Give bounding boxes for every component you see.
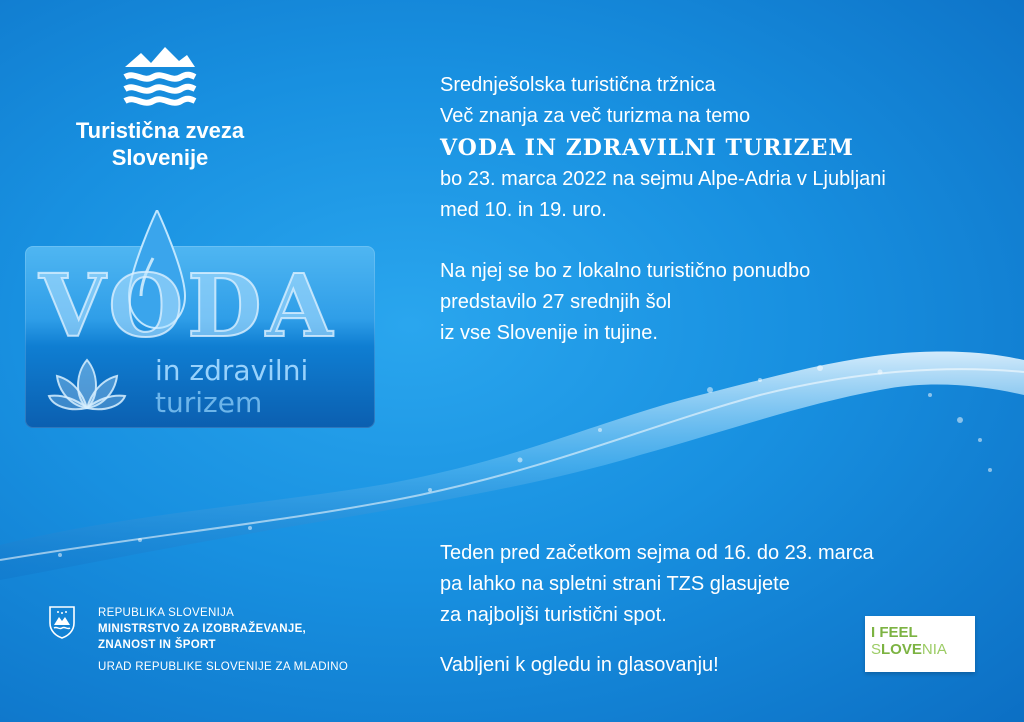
intro-line4: med 10. in 19. uro. — [440, 199, 607, 221]
logo-name-line2: Slovenije — [111, 145, 209, 170]
ministry-line2: MINISTRSTVO ZA IZOBRAŽEVANJE, — [98, 623, 307, 635]
intro-line2: Več znanja za več turizma na temo — [440, 105, 751, 127]
ifeel-love: LOVE — [881, 641, 922, 658]
vote-line1: Teden pred začetkom sejma od 16. do 23. marca — [440, 542, 874, 564]
badge-word: VODA — [39, 256, 337, 357]
ministry-line3: ZNANOST IN ŠPORT — [98, 639, 216, 651]
slovenia-coat-of-arms-icon — [48, 605, 76, 639]
i-feel-slovenia-logo — [865, 616, 975, 672]
schools-line2: predstavilo 27 srednjih šol — [440, 291, 672, 313]
schools-line1: Na njej se bo z lokalno turistično ponudbo — [440, 260, 811, 282]
tzs-logo — [60, 45, 260, 171]
ifeel-line1: I FEEL — [871, 624, 918, 641]
ifeel-s: S — [871, 641, 882, 658]
badge-sub-line1: in zdravilni — [155, 354, 309, 387]
lotus-icon — [47, 354, 127, 414]
invite-text: Vabljeni k ogledu in glasovanju! — [440, 654, 719, 676]
intro-line3: bo 23. marca 2022 na sejmu Alpe-Adria v Ljubljani — [440, 168, 886, 190]
logo-name-line1: Turistična zveza — [75, 118, 245, 143]
mountains-waves-logo — [121, 45, 199, 107]
ministry-footer — [48, 605, 349, 673]
vote-line2: pa lahko na spletni strani TZS glasujete — [440, 573, 790, 595]
ministry-line1: REPUBLIKA SLOVENIJA — [98, 607, 235, 619]
schools-block — [440, 256, 1000, 349]
ifeel-nia: NIA — [921, 641, 947, 658]
voda-badge — [25, 246, 375, 428]
intro-block — [440, 70, 1010, 226]
ministry-line4: URAD REPUBLIKE SLOVENIJE ZA MLADINO — [98, 661, 349, 673]
intro-headline: VODA IN ZDRAVILNI TURIZEM — [440, 135, 854, 161]
badge-sub-line2: turizem — [155, 386, 263, 419]
intro-line1: Srednješolska turistična tržnica — [440, 74, 716, 96]
vote-line3: za najboljši turistični spot. — [440, 604, 667, 626]
schools-line3: iz vse Slovenije in tujine. — [440, 322, 658, 344]
